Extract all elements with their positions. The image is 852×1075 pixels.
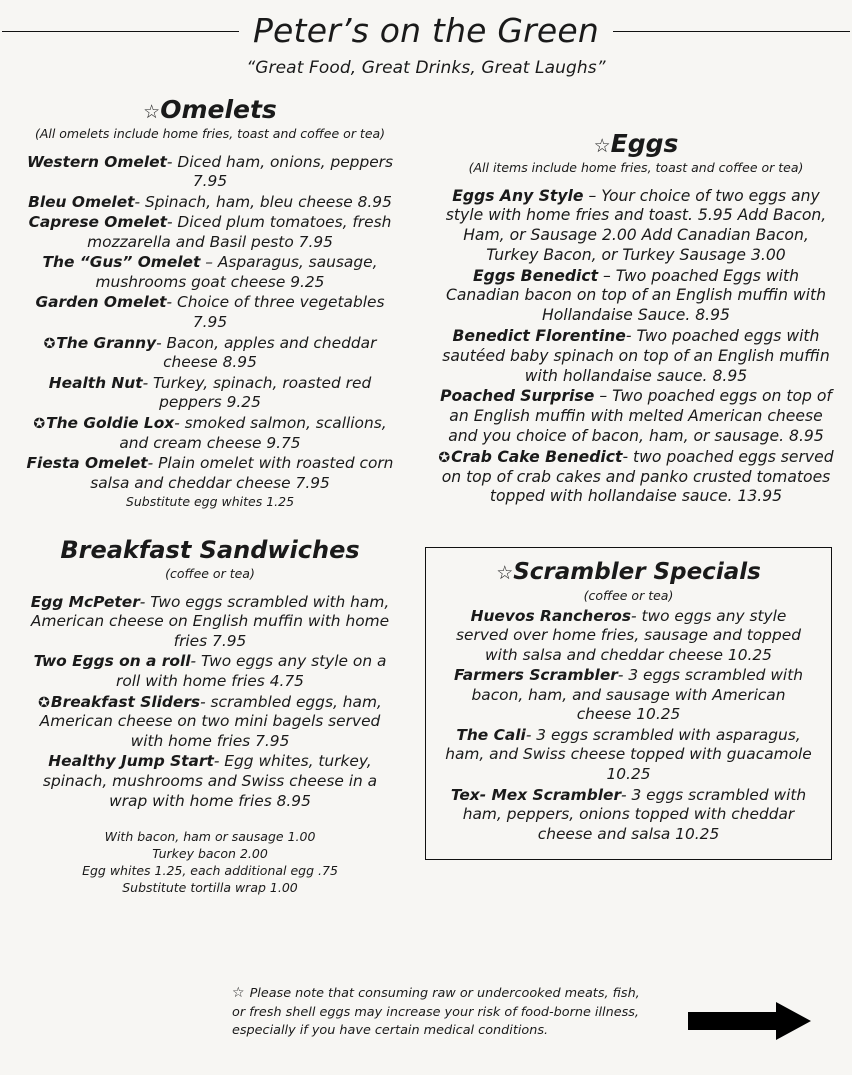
menu-item-description: - Turkey, spinach, roasted red peppers 9.25	[142, 373, 372, 412]
star-outline-icon: ☆	[496, 562, 514, 585]
eggs-items	[420, 187, 852, 508]
menu-item-name: Egg McPeter	[30, 592, 140, 611]
sandwiches-addons	[0, 829, 420, 897]
star-filled-icon: ✪	[438, 449, 451, 466]
menu-item	[0, 693, 420, 752]
star-filled-icon: ✪	[38, 694, 50, 711]
menu-item	[0, 454, 420, 493]
scramblers-subtitle: (coffee or tea)	[583, 587, 674, 603]
menu-item-description: - 3 eggs scrambled with bacon, ham, and sausage with American cheese 10.25	[471, 666, 803, 724]
menu-item	[0, 293, 420, 332]
menu-item-description: - scrambled eggs, ham, American cheese on two mini bagels served with home fries 7.95	[39, 692, 382, 750]
scramblers-title: Scrambler Specials	[513, 559, 761, 586]
menu-item	[434, 726, 823, 785]
menu-item-name: Crab Cake Benedict	[451, 447, 623, 466]
addon-line: Turkey bacon 2.00	[152, 846, 268, 861]
menu-item-name: Tex- Mex Scrambler	[450, 785, 622, 804]
eggs-title: Eggs	[610, 129, 679, 158]
disclaimer-text: Please note that consuming raw or undercooked meats, fish, or fresh shell eggs may increase your risk of food-borne illness, especially if you have certain medical conditions.	[232, 986, 640, 1039]
title-row	[0, 11, 852, 50]
menu-item-description: – Two poached Eggs with Canadian bacon on top of an English muffin with Hollandaise Sauce. 8.95	[445, 266, 827, 325]
menu-item	[0, 593, 420, 652]
addon-line: Substitute tortilla wrap 1.00	[122, 879, 298, 895]
menu-item-name: Garden Omelet	[35, 293, 167, 312]
menu-item	[434, 666, 823, 725]
health-disclaimer	[232, 983, 652, 1041]
menu-item-name: Farmers Scrambler	[454, 666, 618, 685]
omelets-footnote: Substitute egg whites 1.25	[125, 494, 295, 510]
menu-item-name: Health Nut	[48, 373, 143, 392]
menu-item	[0, 652, 420, 691]
star-outline-icon: ☆	[143, 101, 161, 123]
arrow-right-icon	[688, 1001, 812, 1045]
menu-item-name: The “Gus” Omelet	[42, 253, 201, 272]
sandwiches-items	[0, 593, 420, 811]
menu-item	[420, 448, 852, 507]
menu-item-name: The Cali	[456, 725, 526, 744]
menu-item-description: - Plain omelet with roasted corn salsa and cheddar cheese 7.95	[90, 454, 394, 492]
addon-line: With bacon, ham or sausage 1.00	[104, 829, 316, 845]
tagline: “Great Food, Great Drinks, Great Laughs”	[246, 58, 606, 78]
menu-item	[0, 193, 420, 213]
menu-item	[434, 786, 823, 845]
star-filled-icon: ✪	[33, 416, 46, 433]
omelets-items	[0, 153, 420, 494]
right-column	[420, 90, 852, 860]
star-outline-icon: ☆	[593, 135, 611, 157]
eggs-heading	[420, 130, 852, 158]
menu-item	[0, 414, 420, 453]
section-scrambler-specials	[425, 547, 832, 860]
header-rule-left	[2, 31, 239, 32]
menu-item-description: - Two poached eggs with sautéed baby spinach on top of an English muffin with hollandaise sauce. 8.95	[442, 327, 830, 385]
header-rule-right	[613, 31, 850, 32]
menu-item-description: - 3 eggs scrambled with asparagus, ham, and Swiss cheese topped with guacamole 10.25	[445, 725, 812, 784]
omelets-title: Omelets	[160, 95, 277, 124]
menu-item	[420, 327, 852, 386]
menu-item-name: Huevos Rancheros	[470, 606, 632, 625]
menu-item-name: The Granny	[56, 333, 157, 352]
sandwiches-subtitle: (coffee or tea)	[165, 565, 255, 581]
section-omelets	[0, 90, 420, 511]
menu-item-description: - Diced plum tomatoes, fresh mozzarella and Basil pesto 7.95	[87, 213, 392, 251]
menu-item-name: Breakfast Sliders	[50, 692, 201, 711]
menu-item-description: - Two eggs any style on a roll with home fries 4.75	[116, 652, 387, 690]
menu-item-name: Benedict Florentine	[452, 327, 626, 346]
menu-item-name: Caprese Omelet	[28, 213, 167, 232]
menu-item-name: Healthy Jump Start	[48, 752, 214, 771]
menu-item-description: - Spinach, ham, bleu cheese 8.95	[134, 192, 392, 211]
star-filled-icon: ✪	[43, 335, 56, 352]
menu-item	[420, 387, 852, 446]
menu-item	[434, 607, 823, 666]
left-column	[0, 90, 420, 897]
scramblers-heading	[434, 560, 823, 585]
menu-item	[0, 752, 420, 811]
menu-item-name: The Goldie Lox	[46, 414, 175, 433]
menu-item-description: - Egg whites, turkey, spinach, mushrooms and Swiss cheese in a wrap with home fries 8.95	[42, 752, 378, 810]
menu-item-name: Western Omelet	[26, 152, 167, 171]
menu-item-name: Fiesta Omelet	[26, 454, 148, 473]
omelets-heading	[0, 96, 420, 124]
menu-item-description: - smoked salmon, scallions, and cream cheese 9.75	[119, 414, 387, 452]
star-outline-icon: ☆	[232, 985, 245, 1001]
menu-header	[0, 0, 852, 78]
menu-item-description: - two poached eggs served on top of crab cakes and panko crusted tomatoes topped with hollandaise sauce. 13.95	[441, 447, 834, 506]
eggs-subtitle: (All items include home fries, toast and coffee or tea)	[468, 159, 804, 175]
menu-item-description: - Diced ham, onions, peppers 7.95	[166, 152, 394, 191]
menu-item	[420, 187, 852, 266]
menu-item-description: – Your choice of two eggs any style with home fries and toast. 5.95 Add Bacon, Ham, or Sausage 2.00 Add Canadian Bacon, Turkey Bacon, or Turkey Sausage 3.00	[445, 186, 827, 264]
menu-item-description: - two eggs any style served over home fries, sausage and topped with salsa and cheddar cheese 10.25	[456, 606, 801, 664]
menu-item-name: Poached Surprise	[440, 387, 595, 406]
menu-item	[0, 253, 420, 292]
addon-line: Egg whites 1.25, each additional egg .75	[82, 862, 338, 878]
menu-item	[0, 334, 420, 373]
menu-item-description: - Choice of three vegetables 7.95	[166, 293, 385, 331]
menu-item-name: Eggs Any Style	[452, 186, 584, 205]
menu-item	[0, 153, 420, 192]
sandwiches-heading: Breakfast Sandwiches	[60, 536, 360, 565]
restaurant-name: Peter’s on the Green	[252, 11, 600, 50]
section-breakfast-sandwiches	[0, 537, 420, 896]
menu-item	[420, 267, 852, 326]
section-eggs	[420, 90, 852, 507]
menu-item-description: – Two poached eggs on top of an English muffin with melted American cheese and you choice of bacon, ham, or sausage. 8.95	[448, 387, 832, 446]
menu-item-description: - Bacon, apples and cheddar cheese 8.95	[156, 333, 377, 372]
menu-footer	[0, 979, 852, 1059]
omelets-subtitle: (All omelets include home fries, toast and coffee or tea)	[34, 125, 386, 141]
menu-item-description: – Asparagus, sausage, mushrooms goat cheese 9.25	[95, 253, 378, 291]
menu-item	[0, 374, 420, 413]
menu-item	[0, 213, 420, 252]
menu-item-name: Eggs Benedict	[473, 266, 599, 285]
menu-item-description: - 3 eggs scrambled with ham, peppers, onions topped with cheddar cheese and salsa 10.25	[462, 785, 807, 843]
scramblers-items	[434, 607, 823, 845]
menu-item-name: Two Eggs on a roll	[33, 652, 191, 671]
menu-columns	[0, 90, 852, 897]
menu-item-description: - Two eggs scrambled with ham, American cheese on English muffin with home fries 7.95	[30, 592, 390, 650]
menu-item-name: Bleu Omelet	[28, 192, 135, 211]
